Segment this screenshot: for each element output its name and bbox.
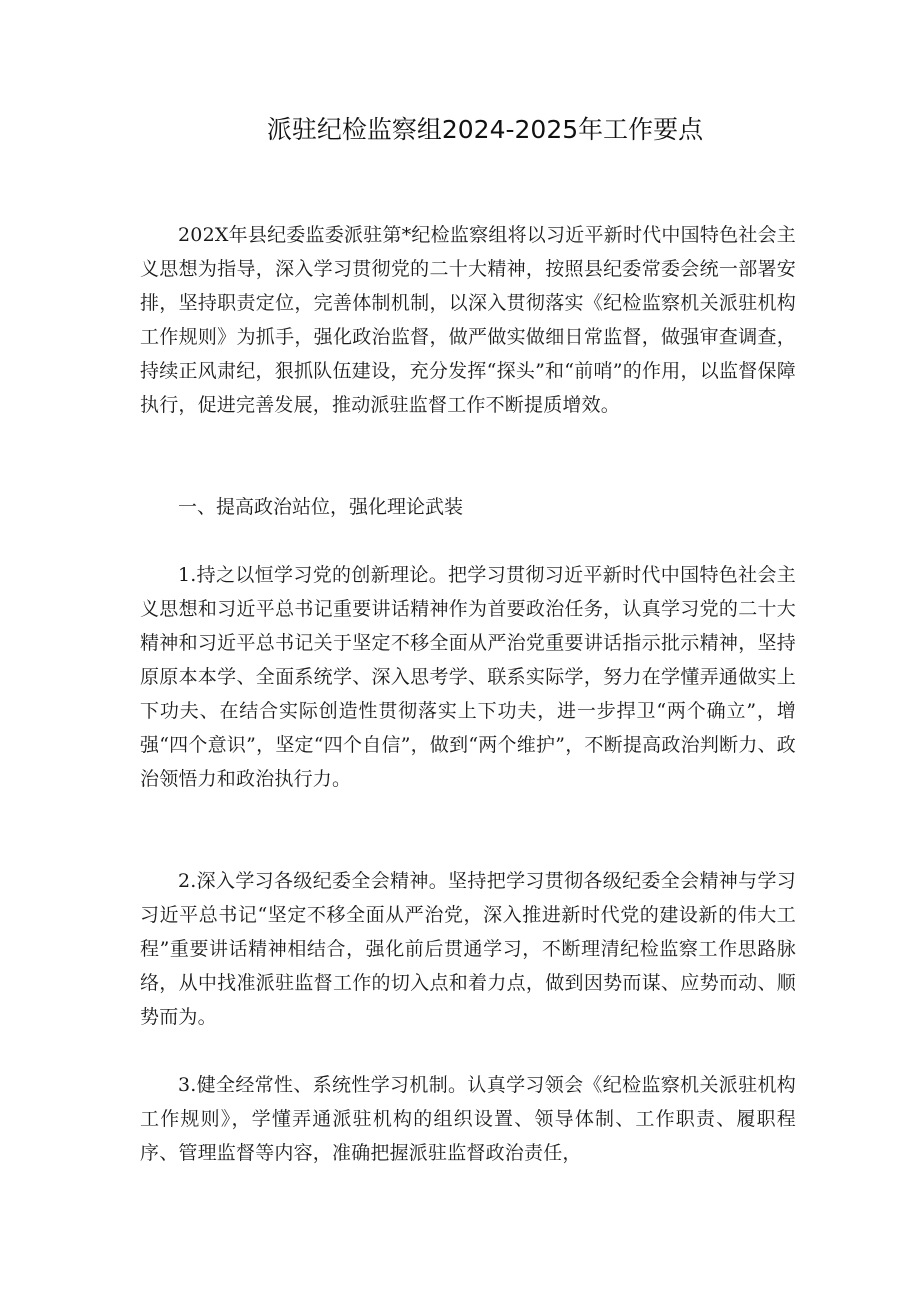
- item-paragraph-3: 3.健全经常性、系统性学习机制。认真学习领会《纪检监察机关派驻机构工作规则》，学懂弄通派驻机构的组织设置、领导体制、工作职责、履职程序、管理监督等内容，准确把握派驻监督政治责任，: [140, 1074, 796, 1164]
- section-heading-1: 一、提高政治站位，强化理论武装: [178, 496, 464, 518]
- intro-paragraph: 202X年县纪委监委派驻第*纪检监察组将以习近平新时代中国特色社会主义思想为指导，深入学习贯彻党的二十大精神，按照县纪委常委会统一部署安排，坚持职责定位，完善体制机制，以深入贯彻落实《纪检监察机关派驻机构工作规则》为抓手，强化政治监督，做严做实做细日常监督，做强审查调查，持续正风肃纪，狠抓队伍建设，充分发挥“探头”和“前哨”的作用，以监督保障执行，促进完善发展，推动派驻监督工作不断提质增效。: [140, 224, 796, 416]
- document-title: 派驻纪检监察组2024-2025年工作要点: [266, 115, 704, 144]
- item-paragraph-2: 2.深入学习各级纪委全会精神。坚持把学习贯彻各级纪委全会精神与学习习近平总书记“坚定不移全面从严治党，深入推进新时代党的建设新的伟大工程”重要讲话精神相结合，强化前后贯通学习，不断理清纪检监察工作思路脉络，从中找准派驻监督工作的切入点和着力点，做到因势而谋、应势而动、顺势而为。: [140, 870, 796, 1028]
- item-paragraph-1: 1.持之以恒学习党的创新理论。把学习贯彻习近平新时代中国特色社会主义思想和习近平总书记重要讲话精神作为首要政治任务，认真学习党的二十大精神和习近平总书记关于坚定不移全面从严治党重要讲话指示批示精神，坚持原原本本学、全面系统学、深入思考学、联系实际学，努力在学懂弄通做实上下功夫、在结合实际创造性贯彻落实上下功夫，进一步捍卫“两个确立”，增强“四个意识”，坚定“四个自信”，做到“两个维护”，不断提高政治判断力、政治领悟力和政治执行力。: [140, 564, 796, 790]
